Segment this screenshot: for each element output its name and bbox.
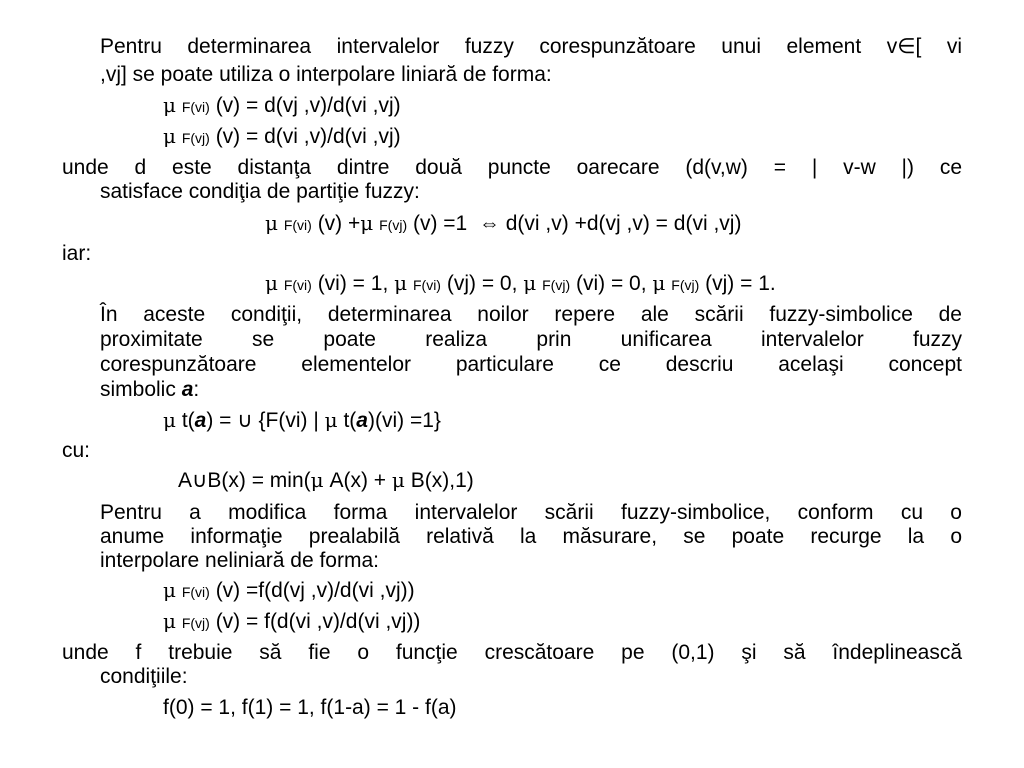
formula-text: (vi) = 0, bbox=[575, 272, 647, 295]
text-line: satisface condiţia de partiţie fuzzy: bbox=[100, 180, 420, 203]
formula-subscript: F(vj) bbox=[379, 217, 408, 233]
formula-line bbox=[178, 468, 474, 493]
formula-line bbox=[265, 211, 741, 237]
formula-subscript: F(vj) bbox=[181, 615, 210, 631]
mu-symbol: μ bbox=[163, 609, 176, 633]
mu-symbol: μ bbox=[163, 408, 176, 432]
mu-symbol: μ bbox=[523, 271, 537, 295]
formula-line: f(0) = 1, f(1) = 1, f(1-a) = 1 - f(a) bbox=[163, 696, 457, 719]
text-line: Pentru a modifica forma intervalelor scării fuzzy-simbolice, conform cu o bbox=[100, 501, 962, 524]
formula-text: (v) = f(d(vi ,v)/d(vi ,vj)) bbox=[215, 610, 421, 633]
formula-text: ) = ∪ {F(vi) | bbox=[206, 409, 319, 432]
formula-text: (vi) = 1, bbox=[317, 272, 389, 295]
mu-symbol: μ bbox=[265, 211, 278, 235]
formula-text: A(x) + bbox=[329, 469, 387, 492]
mu-symbol: μ bbox=[391, 468, 405, 492]
text-line: proximitate se poate realiza prin unificarea intervalelor fuzzy bbox=[100, 328, 962, 351]
text-line: unde f trebuie să fie o funcţie crescătoare pe (0,1) şi să îndeplinească bbox=[62, 641, 962, 664]
mu-symbol: μ bbox=[324, 408, 338, 432]
formula-text: t( bbox=[181, 409, 195, 432]
formula-subscript: F(vi) bbox=[181, 584, 210, 600]
formula-text: (vj) = 1. bbox=[705, 272, 776, 295]
formula-text: t( bbox=[343, 409, 357, 432]
formula-text: (vj) = 0, bbox=[446, 272, 518, 295]
text-line: corespunzătoare elementelor particulare ce descriu acelaşi concept bbox=[100, 353, 962, 376]
text-line: Pentru determinarea intervalelor fuzzy corespunzătoare unui element v∈[ vi bbox=[100, 35, 962, 58]
formula-subscript: F(vi) bbox=[181, 99, 210, 115]
mu-symbol: μ bbox=[310, 468, 324, 492]
formula-text: (v) =1 ⇔ d(vi ,v) +d(vj ,v) = d(vi ,vj) bbox=[412, 212, 742, 235]
mu-symbol: μ bbox=[163, 124, 176, 148]
formula-line bbox=[163, 93, 401, 119]
formula-line bbox=[163, 578, 415, 604]
formula-text: (v) = d(vi ,v)/d(vi ,vj) bbox=[215, 125, 401, 148]
text-line: condiţiile: bbox=[100, 665, 188, 688]
text-fragment: simbolic bbox=[100, 378, 176, 401]
text-line: unde d este distanţa dintre două puncte oarecare (d(v,w) = | v-w |) ce bbox=[62, 156, 962, 179]
text-fragment: : bbox=[193, 378, 200, 401]
text-line: iar: bbox=[62, 242, 92, 265]
formula-text: )(vi) =1} bbox=[367, 409, 441, 432]
mu-symbol: μ bbox=[652, 271, 666, 295]
formula-text: B(x),1) bbox=[410, 469, 474, 492]
formula-subscript: F(vj) bbox=[181, 130, 210, 146]
formula-line bbox=[163, 609, 420, 635]
symbolic-concept-a: a bbox=[194, 409, 207, 432]
mu-symbol: μ bbox=[163, 578, 176, 602]
formula-line bbox=[265, 271, 776, 297]
formula-text: (v) + bbox=[317, 212, 361, 235]
formula-text: (v) =f(d(vj ,v)/d(vi ,vj)) bbox=[215, 579, 415, 602]
formula-subscript: F(vi) bbox=[283, 217, 312, 233]
text-line bbox=[100, 378, 199, 402]
formula-subscript: F(vi) bbox=[412, 277, 441, 293]
text-line: În aceste condiţii, determinarea noilor repere ale scării fuzzy-simbolice de bbox=[100, 303, 962, 326]
formula-text: (v) = d(vj ,v)/d(vi ,vj) bbox=[215, 94, 401, 117]
formula-line bbox=[163, 408, 441, 433]
text-line: interpolare neliniară de forma: bbox=[100, 549, 379, 572]
text-line: cu: bbox=[62, 439, 91, 462]
symbolic-concept-a: a bbox=[356, 409, 368, 432]
mu-symbol: μ bbox=[163, 93, 176, 117]
formula-subscript: F(vj) bbox=[542, 277, 571, 293]
formula-text: A∪B(x) = min( bbox=[178, 469, 311, 492]
formula-subscript: F(vj) bbox=[671, 277, 700, 293]
mu-symbol: μ bbox=[394, 271, 408, 295]
symbolic-concept-a: a bbox=[181, 378, 194, 401]
text-line: anume informaţie prealabilă relativă la măsurare, se poate recurge la o bbox=[100, 525, 962, 548]
formula-subscript: F(vi) bbox=[283, 277, 312, 293]
mu-symbol: μ bbox=[360, 211, 374, 235]
formula-line bbox=[163, 124, 401, 150]
text-line: ,vj] se poate utiliza o interpolare liniară de forma: bbox=[100, 63, 552, 86]
mu-symbol: μ bbox=[265, 271, 278, 295]
